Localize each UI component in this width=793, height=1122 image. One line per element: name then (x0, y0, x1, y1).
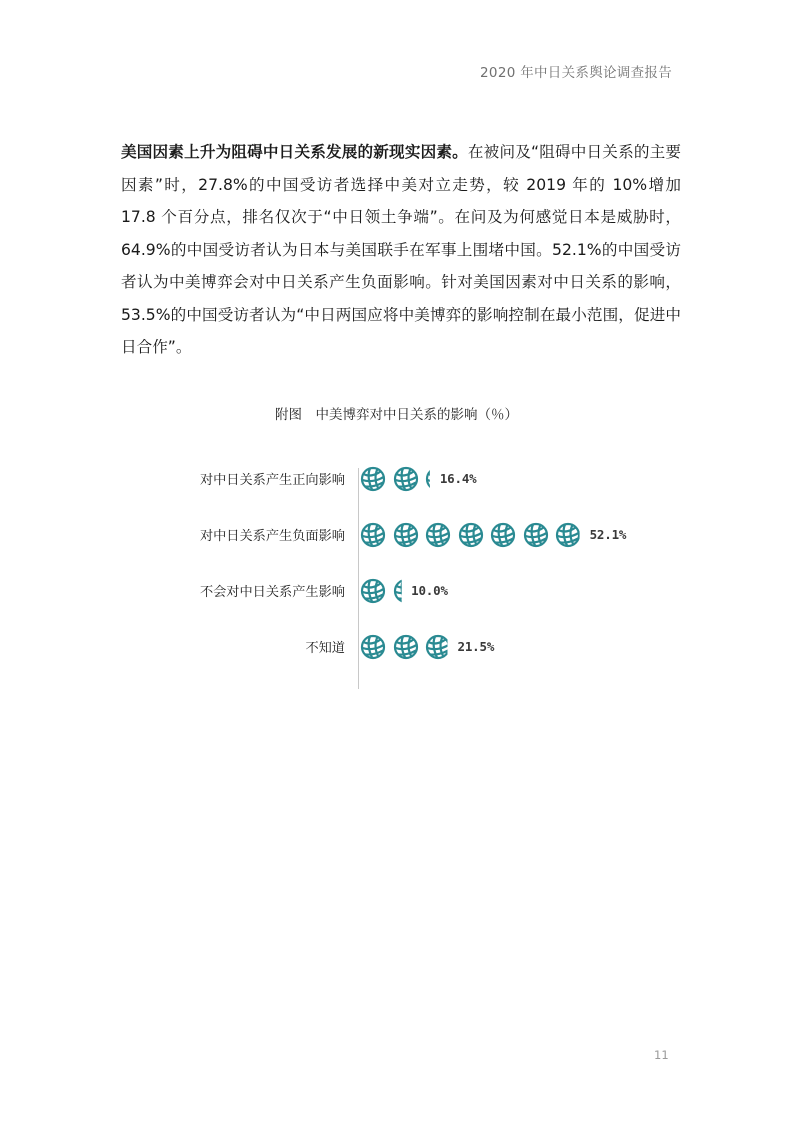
chart-row (0, 465, 793, 493)
paragraph-lead: 美国因素上升为阻碍中日关系发展的新现实因素。 (121, 143, 468, 161)
globe-icon (490, 522, 516, 548)
globe-icon (555, 522, 581, 548)
body-paragraph (121, 136, 681, 364)
globe-icon (360, 634, 386, 660)
globe-icon (360, 522, 386, 548)
globe-icon (360, 466, 386, 492)
globe-icon (393, 634, 419, 660)
value-label: 21.5% (457, 639, 495, 654)
globe-icon (360, 578, 386, 604)
chart-row (0, 577, 793, 605)
globe-icon (523, 522, 549, 548)
category-label: 对中日关系产生负面影响 (199, 529, 345, 544)
value-label: 10.0% (411, 583, 448, 598)
paragraph-text: 在被问及“阻碍中日关系的主要因素”时，27.8%的中国受访者选择中美对立走势，较 2019 年的 10%增加 17.8 个百分点，排名仅次于“中日领土争端”。在问及为何感觉日本是威胁时，64.9%的中国受访者认为日本与美国联手在军事上围堵中国。52.1%的中国受访者认为中美博弈会对中日关系产生负面影响。针对美国因素对中日关系的影响，53.5%的中国受访者认为“中日两国应将中美博弈的影响控制在最小范围，促进中日合作”。 (121, 143, 681, 356)
running-header: 2020 年中日关系舆论调查报告 (480, 65, 672, 81)
chart-row (0, 633, 793, 661)
chart-row (0, 521, 793, 549)
value-label: 52.1% (589, 527, 627, 542)
globe-icon (393, 466, 419, 492)
category-label: 不知道 (305, 641, 345, 656)
globe-icon (458, 522, 484, 548)
globe-icon (393, 522, 419, 548)
category-label: 对中日关系产生正向影响 (199, 473, 345, 488)
page-number: 11 (654, 1048, 669, 1062)
globe-icon (425, 522, 451, 548)
figure-caption: 附图 中美博弈对中日关系的影响（％） (275, 407, 518, 423)
category-label: 不会对中日关系产生影响 (199, 585, 345, 600)
value-label: 16.4% (439, 471, 477, 486)
globe-icon (425, 634, 451, 660)
pictogram-chart (0, 465, 793, 690)
